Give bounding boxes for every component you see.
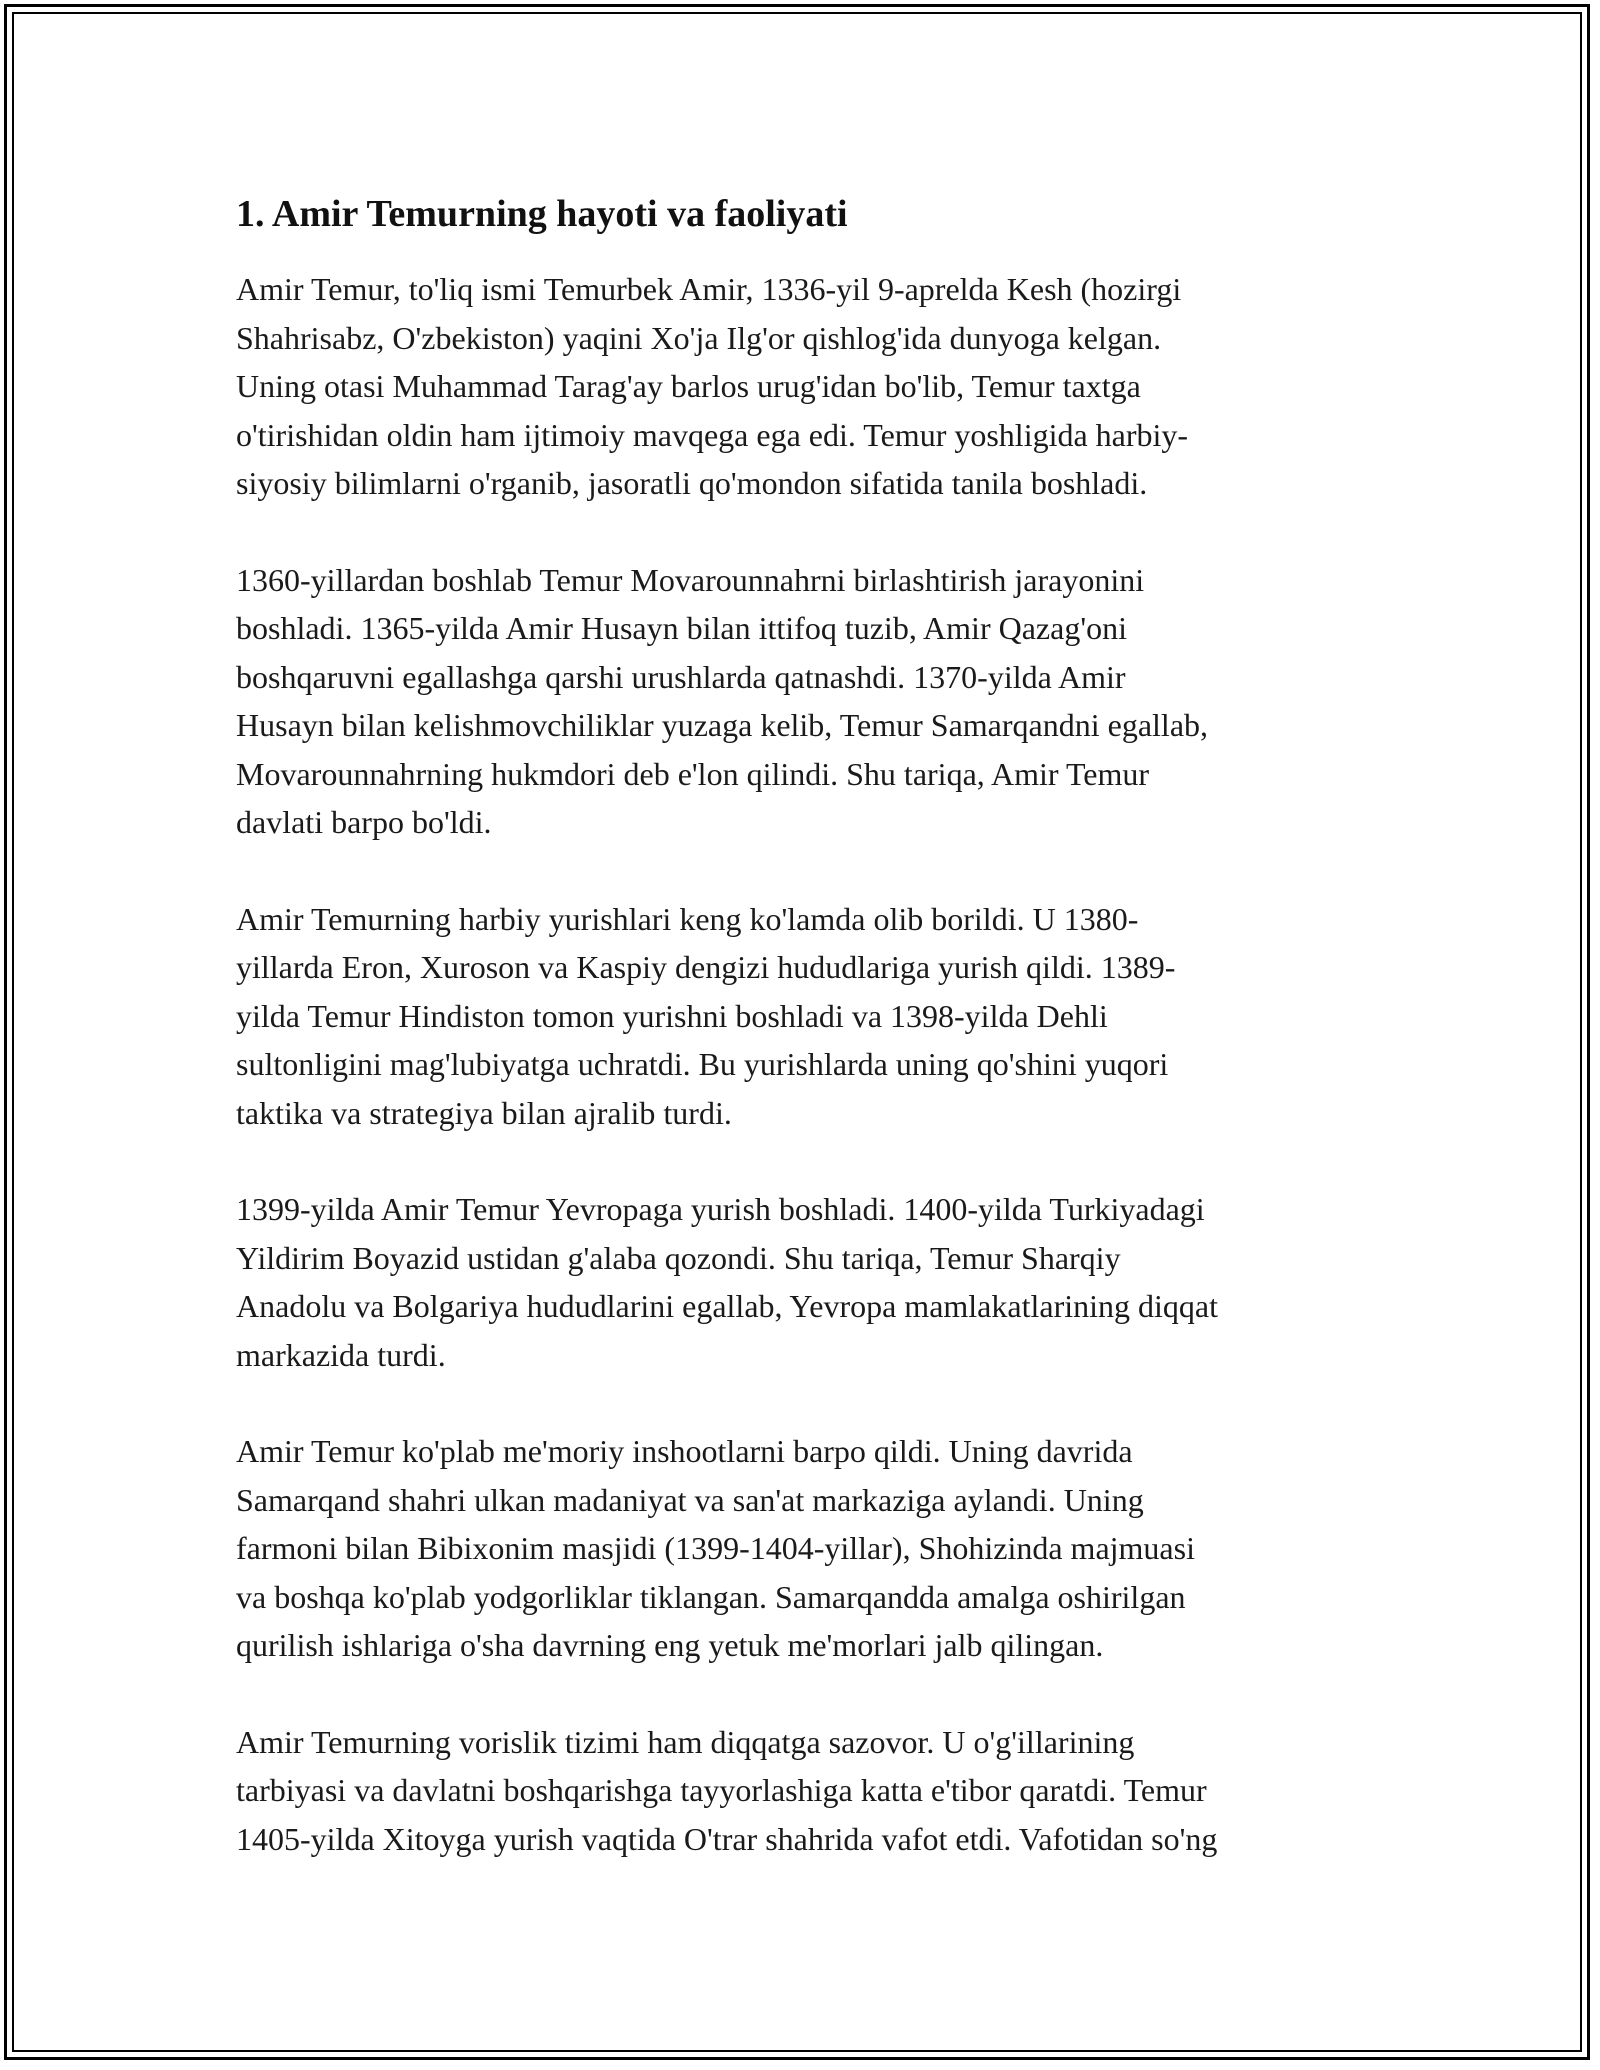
paragraph-succession: Amir Temurning vorislik tizimi ham diqqatga sazovor. U o'g'illarining tarbiyasi va davlatni boshqarishga tayyorlashiga katta e'tibor qaratdi. Temur 1405-yilda Xitoyga yurish vaqtida O'trar shahrida vafot etdi. Vafotidan so'ng — [236, 1723, 1218, 1857]
paragraph-campaigns: Amir Temurning harbiy yurishlari keng ko'lamda olib borildi. U 1380- yillarda Eron, Xuroson va Kaspiy dengizi hududlariga yurish qildi. 1389- yilda Temur Hindiston tomon yurishni boshladi va 1398-yilda Dehli sultonligini mag'lubiyatga uchratdi. Bu yurishlarda uning qo'shini yuqori taktika va strategiya bilan ajralib turdi. — [236, 900, 1176, 1131]
paragraph-birth: Amir Temur, to'liq ismi Temurbek Amir, 1336-yil 9-aprelda Kesh (hozirgi Shahrisabz, O'zbekiston) yaqini Xo'ja Ilg'or qishlog'ida dunyoga kelgan. Uning otasi Muhammad Tarag'ay barlos urug'idan bo'lib, Temur taxtga o'tirishidan oldin ham ijtimoiy mavqega ega edi. Temur yoshligida harbiy- siyosiy bilimlarni o'rganib, jasoratli qo'mondon sifatida tanila boshladi. — [236, 271, 1189, 501]
paragraph-rise-to-power: 1360-yillardan boshlab Temur Movarounnahrni birlashtirish jarayonini boshladi. 1365-yilda Amir Husayn bilan ittifoq tuzib, Amir Qazag'oni boshqaruvni egallashga qarshi urushlarda qatnashdi. 1370-yilda Amir Husayn bilan kelishmovchiliklar yuzaga kelib, Temur Samarqandni egallab, Movarounnahrning hukmdori deb e'lon qilindi. Shu tariqa, Amir Temur davlati barpo bo'ldi. — [236, 561, 1209, 840]
section-title: 1. Amir Temurning hayoti va faoliyati — [236, 193, 848, 235]
paragraph-europe-campaign: 1399-yilda Amir Temur Yevropaga yurish boshladi. 1400-yilda Turkiyadagi Yildirim Boyazid ustidan g'alaba qozondi. Shu tariqa, Temur Sharqiy Anadolu va Bolgariya hududlarini egallab, Yevropa mamlakatlarining diqqat markazida turdi. — [236, 1191, 1218, 1373]
document-body — [236, 188, 1378, 1863]
paragraph-architecture: Amir Temur ko'plab me'moriy inshootlarni barpo qildi. Uning davrida Samarqand shahri ulkan madaniyat va san'at markaziga aylandi. Uning farmoni bilan Bibixonim masjidi (1399-1404-yillar), Shohizinda majmuasi va boshqa ko'plab yodgorliklar tiklangan. Samarqandda amalga oshirilgan qurilish ishlariga o'sha davrning eng yetuk me'morlari jalb qilingan. — [236, 1433, 1195, 1663]
